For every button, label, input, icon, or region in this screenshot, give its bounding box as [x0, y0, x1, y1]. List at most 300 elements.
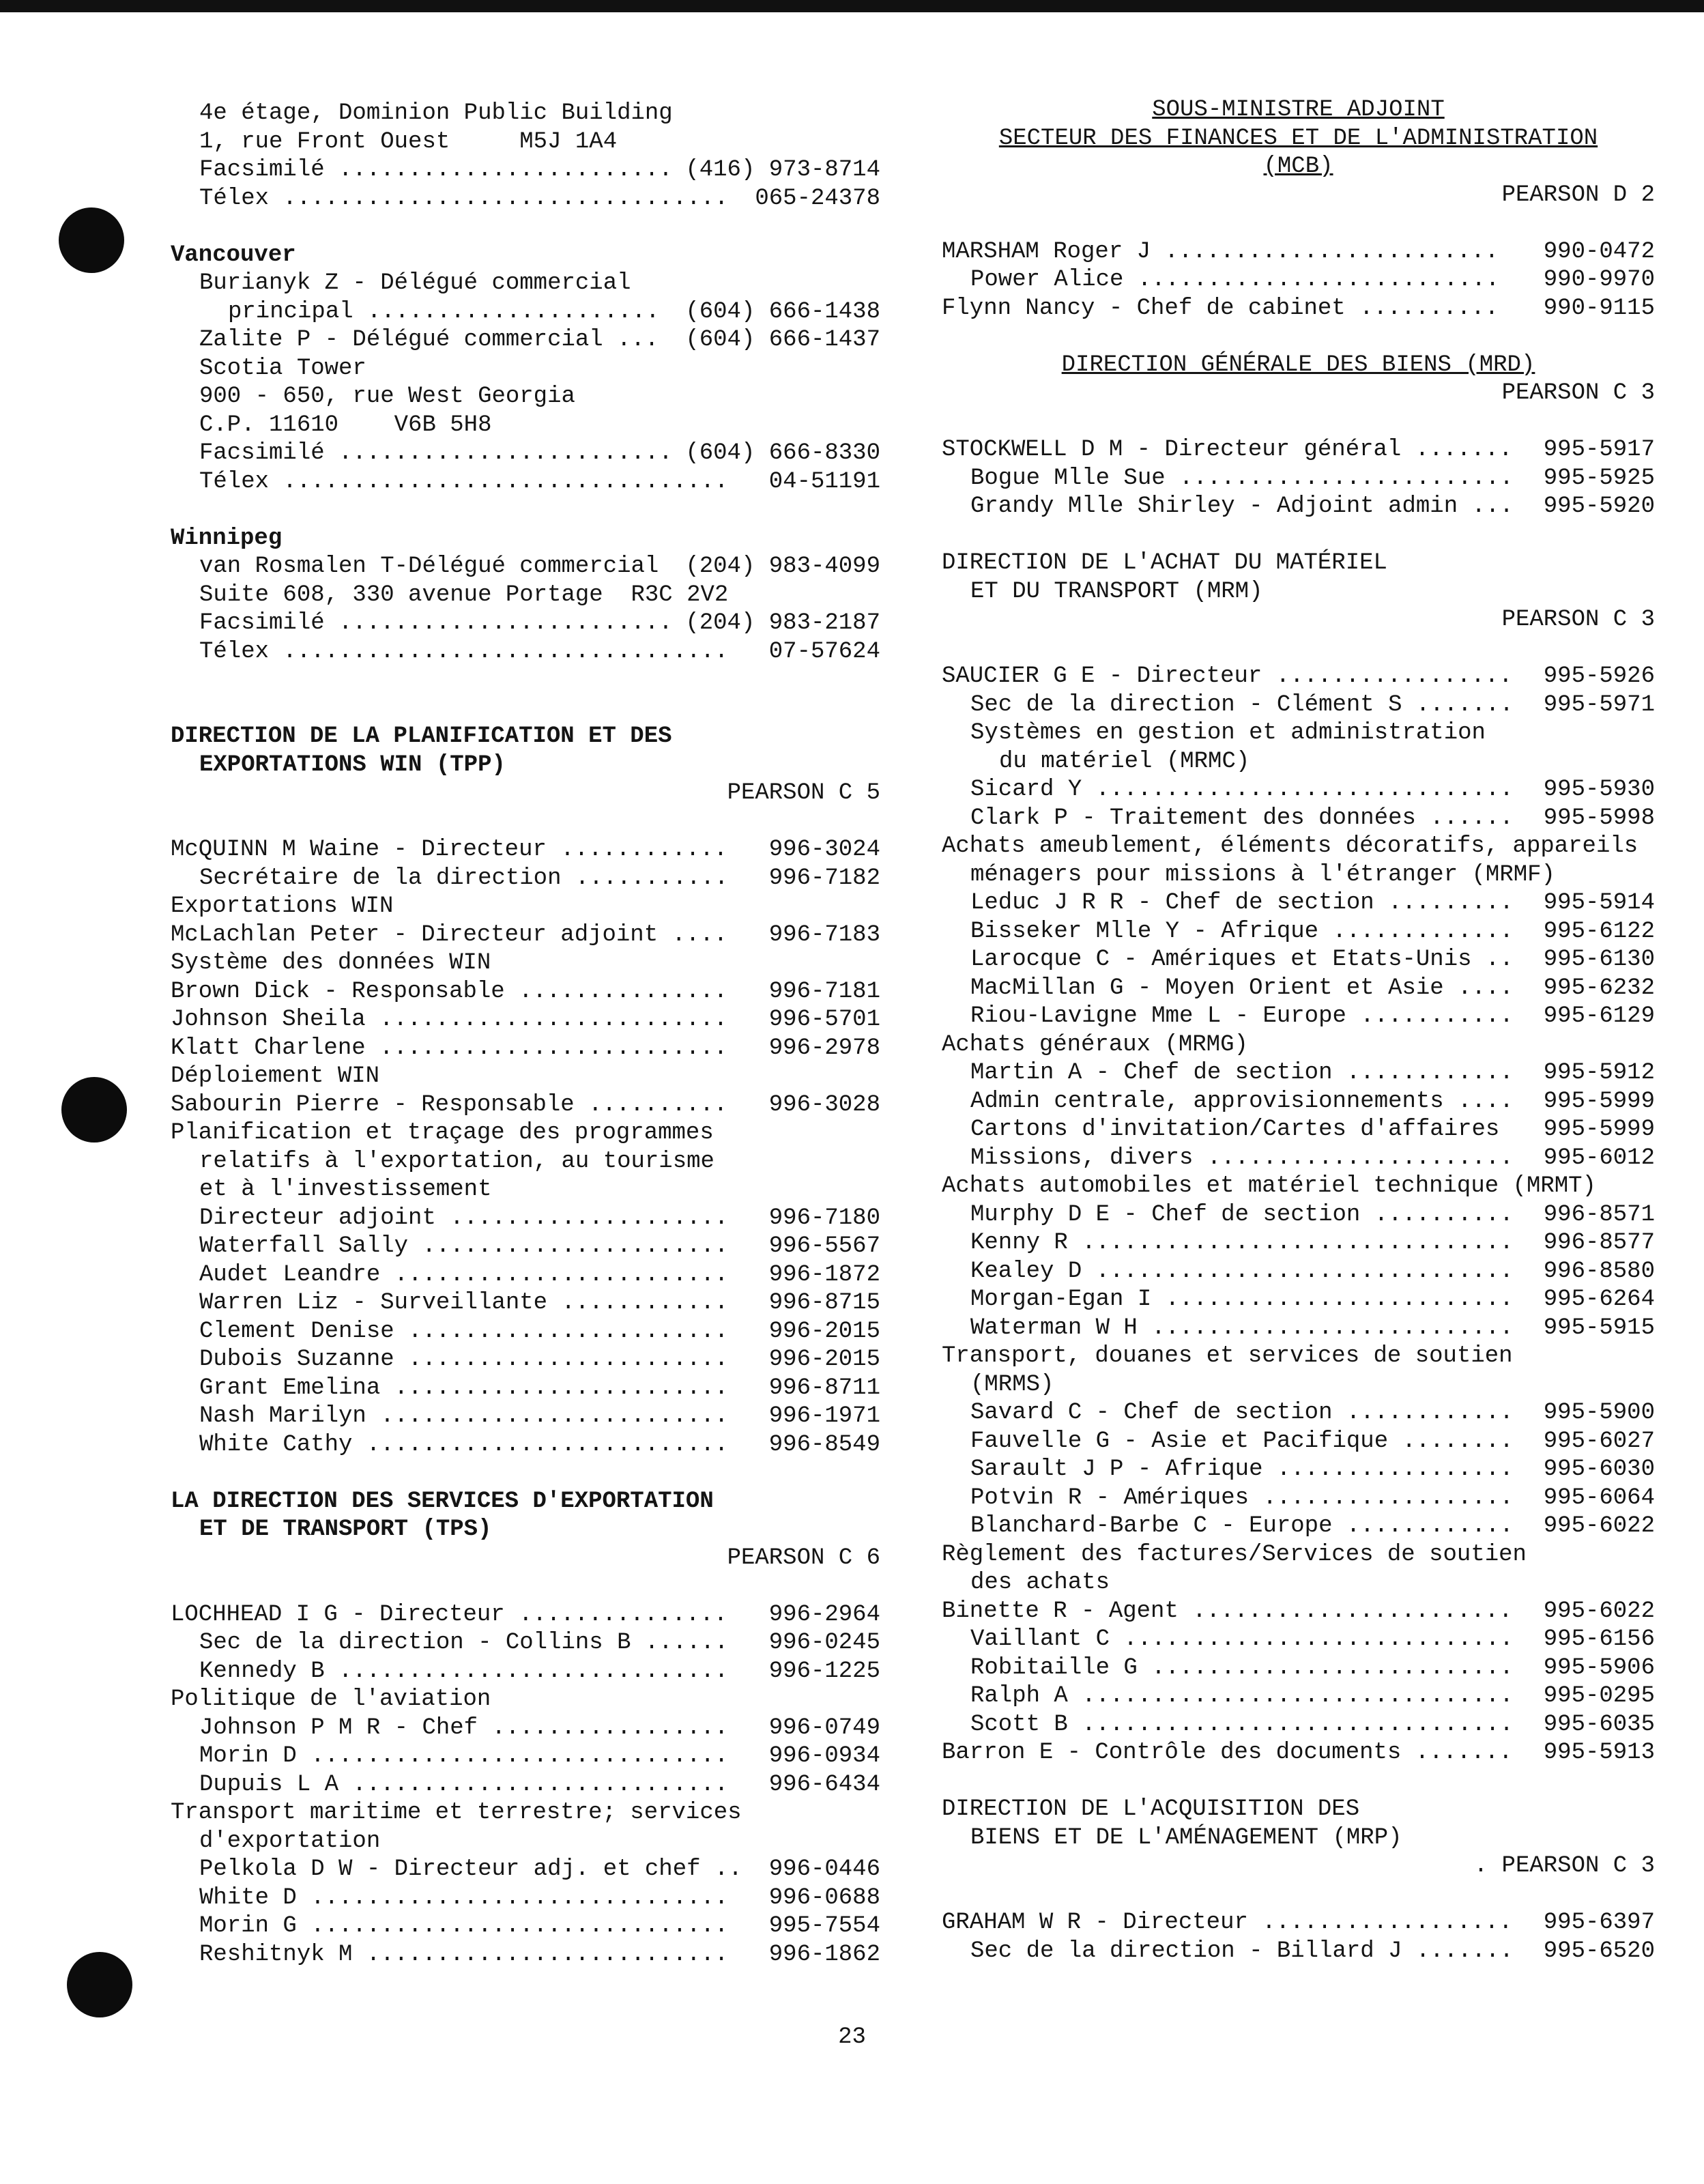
phone-number: 996-7180 — [768, 1205, 880, 1231]
entry-label: ménagers pour missions à l'étranger (MRMF) — [970, 861, 1555, 888]
phone-number: 990-9970 — [1543, 267, 1655, 293]
phone-number: 995-5925 — [1543, 465, 1655, 491]
entry-label: Potvin R - Amériques .................. — [970, 1484, 1514, 1511]
directory-entry — [171, 1006, 880, 1035]
entry-label: Scott B ............................... — [970, 1711, 1514, 1738]
directory-entry — [171, 921, 880, 950]
entry-label: Exportations WIN — [171, 893, 394, 919]
entry-label: McLachlan Peter - Directeur adjoint .... — [171, 921, 728, 948]
directory-entry — [171, 1714, 880, 1743]
entry-label: des achats — [970, 1570, 1110, 1596]
entry-label: Burianyk Z - Délégué commercial — [199, 270, 631, 296]
phone-number: 995-5998 — [1543, 805, 1655, 831]
entry-label: Blanchard-Barbe C - Europe ............ — [970, 1513, 1514, 1539]
page-top-edge — [0, 0, 1704, 12]
entry-label: GRAHAM W R - Directeur .................. — [942, 1910, 1513, 1936]
entry-label: Brown Dick - Responsable ............... — [171, 978, 728, 1005]
phone-number: 995-5920 — [1543, 493, 1655, 519]
directory-entry — [942, 1909, 1655, 1938]
directory-entry — [171, 468, 880, 497]
text-line — [171, 242, 880, 270]
entry-label: van Rosmalen T-Délégué commercial — [199, 554, 659, 579]
phone-number: 996-1225 — [768, 1658, 880, 1684]
phone-number: 995-6012 — [1543, 1145, 1655, 1171]
left-column — [171, 100, 880, 1969]
text-line — [942, 719, 1655, 748]
phone-number: 996-0446 — [768, 1856, 880, 1882]
phone-number: 04-51191 — [768, 468, 880, 495]
directory-entry — [942, 1229, 1655, 1258]
section-heading: Vancouver — [171, 242, 296, 268]
directory-entry — [171, 1403, 880, 1431]
entry-label: Savard C - Chef de section ............ — [970, 1400, 1514, 1426]
entry-label: Pelkola D W - Directeur adj. et chef .. — [199, 1856, 742, 1882]
directory-entry — [171, 553, 880, 581]
entry-label: Sarault J P - Afrique ................. — [970, 1456, 1514, 1482]
entry-label: Grant Emelina ........................ — [199, 1375, 729, 1401]
phone-number: 995-7554 — [768, 1913, 880, 1939]
directory-entry — [171, 1771, 880, 1800]
phone-number: 995-5930 — [1543, 777, 1655, 803]
text-line — [171, 723, 880, 751]
directory-entry — [942, 295, 1655, 324]
directory-entry — [171, 185, 880, 214]
entry-label: Barron E - Contrôle des documents ....... — [942, 1740, 1513, 1766]
directory-entry — [942, 1201, 1655, 1230]
entry-label: Warren Liz - Surveillante ............ — [199, 1290, 729, 1316]
entry-label: Johnson P M R - Chef ................. — [199, 1714, 729, 1741]
entry-label: STOCKWELL D M - Directeur général ....... — [942, 437, 1513, 463]
text-line — [171, 128, 880, 157]
entry-label: Facsimilé ........................ — [199, 157, 673, 183]
phone-number: 990-9115 — [1543, 295, 1655, 321]
entry-label: Clark P - Traitement des données ...... — [970, 805, 1514, 831]
directory-entry — [942, 975, 1655, 1003]
phone-number: 995-6130 — [1543, 947, 1655, 973]
entry-label: DIRECTION DE L'ACQUISITION DES — [942, 1796, 1360, 1822]
phone-number: 995-6022 — [1543, 1513, 1655, 1539]
entry-label: Binette R - Agent ....................... — [942, 1598, 1513, 1624]
text-line — [942, 1031, 1655, 1060]
entry-label: Admin centrale, approvisionnements .... — [970, 1088, 1514, 1115]
phone-number: 065-24378 — [755, 185, 880, 212]
phone-number: 995-6030 — [1543, 1456, 1655, 1482]
entry-label: Transport, douanes et services de soutien — [942, 1343, 1513, 1369]
entry-label: Waterman W H .......................... — [970, 1314, 1514, 1341]
text-line — [171, 1148, 880, 1177]
phone-number: (204) 983-2187 — [685, 610, 880, 636]
entry-label: d'exportation — [199, 1828, 381, 1854]
directory-entry — [171, 638, 880, 667]
directory-entry — [171, 1941, 880, 1970]
entry-label: Achats généraux (MRMG) — [942, 1031, 1248, 1058]
entry-label: Ralph A ............................... — [970, 1683, 1514, 1709]
text-line — [171, 1828, 880, 1856]
building-location: . PEARSON C 3 — [1473, 1853, 1655, 1879]
entry-label: Achats ameublement, éléments décoratifs, appareils — [942, 833, 1638, 859]
phone-number: 07-57624 — [768, 638, 880, 665]
entry-label: Klatt Charlene ......................... — [171, 1035, 728, 1061]
phone-number: 995-5912 — [1543, 1060, 1655, 1086]
entry-label: Directeur adjoint .................... — [199, 1205, 729, 1231]
entry-label: Morgan-Egan I ......................... — [970, 1287, 1514, 1312]
entry-label: Politique de l'aviation — [171, 1686, 491, 1712]
directory-entry — [942, 1116, 1655, 1145]
text-line — [942, 1796, 1655, 1824]
directory-entry — [942, 1088, 1655, 1117]
phone-number: 995-6035 — [1543, 1711, 1655, 1738]
text-line — [171, 355, 880, 384]
entry-label: Sicard Y .............................. — [970, 777, 1514, 803]
directory-entry — [171, 1856, 880, 1884]
directory-entry — [171, 1431, 880, 1460]
phone-number: 990-0472 — [1543, 238, 1655, 265]
directory-entry — [942, 266, 1655, 295]
entry-label: Kealey D .............................. — [970, 1258, 1514, 1284]
section-heading: (MCB) — [1263, 154, 1333, 179]
directory-entry — [171, 298, 880, 327]
location-line — [942, 1852, 1655, 1881]
phone-number: 996-0749 — [768, 1714, 880, 1741]
directory-entry — [942, 776, 1655, 805]
phone-number: 995-6397 — [1543, 1910, 1655, 1936]
directory-entry — [171, 1346, 880, 1375]
text-line — [942, 1569, 1655, 1598]
phone-number: 996-1971 — [768, 1403, 880, 1429]
entry-label: Kennedy B ............................ — [199, 1658, 729, 1684]
directory-entry — [942, 1682, 1655, 1711]
phone-number: 995-6122 — [1543, 918, 1655, 945]
entry-label: Fauvelle G - Asie et Pacifique ........ — [970, 1428, 1514, 1454]
entry-label: Cartons d'invitation/Cartes d'affaires — [970, 1117, 1500, 1143]
text-line — [942, 153, 1655, 182]
entry-label: et à l'investissement — [199, 1177, 492, 1203]
phone-number: (416) 973-8714 — [685, 157, 880, 183]
text-line — [171, 1176, 880, 1205]
phone-number: 996-8549 — [768, 1431, 880, 1458]
phone-number: 995-5971 — [1543, 691, 1655, 718]
entry-label: principal ..................... — [228, 298, 660, 325]
entry-label: LOCHHEAD I G - Directeur ............... — [171, 1601, 728, 1628]
phone-number: 995-6264 — [1543, 1287, 1655, 1312]
directory-entry — [171, 1375, 880, 1403]
building-location: PEARSON C 6 — [727, 1544, 880, 1571]
entry-label: Système des données WIN — [171, 950, 491, 976]
entry-label: relatifs à l'exportation, au tourisme — [199, 1148, 714, 1175]
directory-entry — [171, 1091, 880, 1120]
entry-label: Dubois Suzanne ....................... — [199, 1347, 729, 1373]
text-line — [171, 893, 880, 921]
directory-entry — [942, 1654, 1655, 1683]
entry-label: Larocque C - Amériques et Etats-Unis .. — [970, 947, 1514, 973]
entry-label: Murphy D E - Chef de section .......... — [970, 1201, 1514, 1228]
entry-label: Suite 608, 330 avenue Portage R3C 2V2 — [199, 581, 729, 608]
directory-entry — [171, 156, 880, 185]
phone-number: 996-1862 — [768, 1941, 880, 1968]
entry-label: Clement Denise ....................... — [199, 1318, 729, 1345]
phone-number: 995-5913 — [1543, 1740, 1655, 1766]
entry-label: Audet Leandre ........................ — [199, 1261, 729, 1288]
directory-entry — [942, 1003, 1655, 1031]
phone-number: 996-8577 — [1543, 1230, 1655, 1256]
section-heading: SOUS-MINISTRE ADJOINT — [1152, 97, 1445, 123]
directory-entry — [171, 1289, 880, 1318]
entry-label: Scotia Tower — [199, 355, 366, 382]
phone-number: 996-8580 — [1543, 1258, 1655, 1284]
text-line — [942, 1342, 1655, 1371]
entry-label: Secrétaire de la direction ........... — [199, 865, 729, 891]
directory-entry — [942, 1938, 1655, 1966]
entry-label: C.P. 11610 V6B 5H8 — [199, 412, 492, 438]
entry-label: Johnson Sheila ......................... — [171, 1007, 728, 1033]
entry-label: 900 - 650, rue West Georgia — [199, 384, 575, 410]
section-heading: DIRECTION DE LA PLANIFICATION ET DES — [171, 723, 672, 749]
entry-label: Planification et traçage des programmes — [171, 1120, 714, 1146]
text-line — [942, 96, 1655, 125]
phone-number: 996-0688 — [768, 1884, 880, 1911]
text-line — [171, 1516, 880, 1544]
phone-number: 995-6064 — [1543, 1484, 1655, 1511]
directory-entry — [171, 1233, 880, 1261]
page-number: 23 — [838, 2024, 866, 2050]
directory-entry — [171, 1601, 880, 1630]
phone-number: 995-5915 — [1543, 1314, 1655, 1341]
entry-label: Flynn Nancy - Chef de cabinet .......... — [942, 295, 1499, 321]
text-line — [171, 1488, 880, 1517]
section-heading: EXPORTATIONS WIN (TPP) — [199, 751, 506, 778]
entry-label: Bisseker Mlle Y - Afrique ............. — [970, 918, 1514, 945]
text-line — [171, 383, 880, 412]
phone-number: 995-6022 — [1543, 1598, 1655, 1624]
text-line — [171, 949, 880, 978]
phone-number: 996-1872 — [768, 1261, 880, 1288]
text-line — [171, 525, 880, 554]
entry-label: Robitaille G .......................... — [970, 1654, 1514, 1681]
entry-label: Règlement des factures/Services de soutien — [942, 1541, 1527, 1568]
phone-number: 995-6027 — [1543, 1428, 1655, 1454]
entry-label: Dupuis L A ........................... — [199, 1771, 729, 1798]
directory-entry — [942, 691, 1655, 720]
section-heading: SECTEUR DES FINANCES ET DE L'ADMINISTRATION — [998, 125, 1598, 152]
directory-entry — [942, 805, 1655, 833]
directory-entry — [942, 465, 1655, 493]
phone-number: 995-6520 — [1543, 1938, 1655, 1964]
directory-entry — [942, 1598, 1655, 1626]
entry-label: Power Alice .......................... — [970, 267, 1500, 293]
text-line — [942, 578, 1655, 607]
directory-entry — [171, 609, 880, 638]
phone-number: (204) 983-4099 — [685, 554, 880, 579]
phone-number: (604) 666-8330 — [685, 440, 880, 466]
phone-number: 996-2978 — [768, 1035, 880, 1061]
entry-label: du matériel (MRMC) — [999, 748, 1250, 775]
location-line — [942, 606, 1655, 635]
entry-label: DIRECTION DE L'ACHAT DU MATÉRIEL — [942, 550, 1387, 576]
section-heading: DIRECTION GÉNÉRALE DES BIENS (MRD) — [1061, 351, 1535, 378]
entry-label: White D .............................. — [199, 1884, 729, 1911]
entry-label: Morin G .............................. — [199, 1913, 729, 1939]
text-line — [942, 1371, 1655, 1400]
text-line — [942, 1824, 1655, 1853]
text-line — [942, 125, 1655, 154]
text-line — [171, 1119, 880, 1148]
entry-label: Sec de la direction - Collins B ...... — [199, 1630, 729, 1656]
punch-hole-top — [59, 207, 124, 273]
entry-label: Transport maritime et terrestre; services — [171, 1800, 742, 1826]
right-column — [942, 96, 1655, 1966]
entry-label: Martin A - Chef de section ............ — [970, 1060, 1514, 1086]
entry-label: SAUCIER G E - Directeur ................. — [942, 663, 1513, 689]
directory-entry — [942, 238, 1655, 267]
phone-number: 995-5906 — [1543, 1654, 1655, 1681]
entry-label: Systèmes en gestion et administration — [970, 720, 1486, 746]
entry-label: Waterfall Sally ...................... — [199, 1233, 729, 1259]
building-location: PEARSON C 5 — [727, 780, 880, 806]
location-line — [942, 182, 1655, 210]
phone-number: 995-0295 — [1543, 1683, 1655, 1709]
punch-hole-middle — [61, 1077, 127, 1143]
directory-entry — [942, 889, 1655, 918]
entry-label: Kenny R ............................... — [970, 1230, 1514, 1256]
entry-label: McQUINN M Waine - Directeur ............ — [171, 837, 728, 863]
directory-entry — [171, 440, 880, 468]
directory-entry — [942, 1399, 1655, 1428]
entry-label: Facsimilé ........................ — [199, 610, 673, 636]
phone-number: 996-7182 — [768, 865, 880, 891]
entry-label: Missions, divers ...................... — [970, 1145, 1514, 1171]
directory-entry — [171, 1629, 880, 1658]
phone-number: 996-2015 — [768, 1347, 880, 1373]
phone-number: 996-7181 — [768, 978, 880, 1005]
text-line — [171, 412, 880, 440]
directory-entry — [942, 493, 1655, 521]
directory-entry — [942, 1456, 1655, 1484]
entry-label: Télex ................................ — [199, 468, 729, 495]
entry-label: Riou-Lavigne Mme L - Europe ........... — [970, 1003, 1514, 1029]
entry-label: (MRMS) — [970, 1371, 1054, 1398]
section-heading: LA DIRECTION DES SERVICES D'EXPORTATION — [171, 1488, 714, 1514]
text-line — [171, 100, 880, 128]
directory-entry — [171, 865, 880, 893]
phone-number: 995-6232 — [1543, 975, 1655, 1001]
entry-label: Nash Marilyn ......................... — [199, 1403, 729, 1429]
text-line — [171, 1686, 880, 1714]
directory-entry — [942, 946, 1655, 975]
entry-label: MARSHAM Roger J ........................ — [942, 238, 1499, 265]
entry-label: Sec de la direction - Billard J ....... — [970, 1938, 1514, 1964]
directory-entry — [171, 1912, 880, 1941]
text-line — [942, 549, 1655, 578]
phone-number: (604) 666-1438 — [685, 298, 880, 325]
entry-label: ET DU TRANSPORT (MRM) — [970, 578, 1263, 605]
location-line — [171, 779, 880, 808]
directory-entry — [942, 1314, 1655, 1343]
phone-number: 996-5567 — [768, 1233, 880, 1259]
phone-number: 996-7183 — [768, 921, 880, 948]
directory-entry — [171, 1742, 880, 1771]
building-location: PEARSON C 3 — [1501, 607, 1655, 633]
phone-number: 996-3028 — [768, 1091, 880, 1118]
phone-number: 995-5914 — [1543, 890, 1655, 916]
directory-entry — [942, 1258, 1655, 1287]
entry-label: Déploiement WIN — [171, 1063, 380, 1089]
directory-entry — [942, 1739, 1655, 1768]
phone-number: 996-3024 — [768, 837, 880, 863]
entry-label: Zalite P - Délégué commercial ... — [199, 327, 659, 353]
building-location: PEARSON C 3 — [1501, 380, 1655, 406]
directory-entry — [942, 1286, 1655, 1314]
location-line — [942, 379, 1655, 408]
entry-label: Grandy Mlle Shirley - Adjoint admin ... — [970, 493, 1514, 519]
phone-number: 996-8715 — [768, 1290, 880, 1316]
text-line — [942, 1541, 1655, 1570]
directory-entry — [942, 1512, 1655, 1541]
directory-entry — [171, 326, 880, 355]
directory-entry — [171, 1261, 880, 1290]
phone-number: 995-5926 — [1543, 663, 1655, 689]
section-heading: ET DE TRANSPORT (TPS) — [199, 1517, 492, 1542]
phone-number: 995-5900 — [1543, 1400, 1655, 1426]
directory-entry — [942, 1059, 1655, 1088]
directory-entry — [942, 436, 1655, 465]
text-line — [171, 1063, 880, 1091]
phone-number: 996-0934 — [768, 1743, 880, 1769]
text-line — [171, 751, 880, 780]
entry-label: White Cathy .......................... — [199, 1431, 729, 1458]
directory-entry — [942, 1484, 1655, 1513]
entry-label: Achats automobiles et matériel technique (MRMT) — [942, 1173, 1596, 1199]
directory-entry — [171, 1205, 880, 1233]
text-line — [942, 861, 1655, 890]
entry-label: Sec de la direction - Clément S ....... — [970, 691, 1514, 718]
phone-number: 996-0245 — [768, 1630, 880, 1656]
text-line — [942, 1173, 1655, 1201]
text-line — [942, 748, 1655, 777]
entry-label: Télex ................................ — [199, 185, 729, 212]
directory-entry — [942, 918, 1655, 947]
phone-number: 996-2964 — [768, 1601, 880, 1628]
text-line — [171, 581, 880, 610]
entry-label: Vaillant C ............................ — [970, 1626, 1514, 1652]
phone-number: 996-8711 — [768, 1375, 880, 1401]
phone-number: 996-5701 — [768, 1007, 880, 1033]
directory-entry — [942, 1428, 1655, 1456]
building-location: PEARSON D 2 — [1501, 182, 1655, 208]
phone-number: 996-2015 — [768, 1318, 880, 1345]
entry-label: Sabourin Pierre - Responsable .......... — [171, 1091, 728, 1118]
location-line — [171, 1544, 880, 1573]
entry-label: Leduc J R R - Chef de section ......... — [970, 890, 1514, 916]
directory-entry — [942, 1711, 1655, 1740]
phone-number: 995-6156 — [1543, 1626, 1655, 1652]
section-heading: Winnipeg — [171, 525, 283, 551]
text-line — [942, 351, 1655, 380]
directory-entry — [171, 836, 880, 865]
punch-hole-bottom — [67, 1952, 132, 2017]
directory-entry — [171, 1035, 880, 1063]
phone-number: 995-5917 — [1543, 437, 1655, 463]
text-line — [171, 1799, 880, 1828]
entry-label: 1, rue Front Ouest M5J 1A4 — [199, 128, 618, 155]
directory-entry — [942, 1626, 1655, 1654]
entry-label: Facsimilé ........................ — [199, 440, 673, 466]
phone-number: 995-5999 — [1543, 1117, 1655, 1143]
directory-entry — [171, 1658, 880, 1686]
entry-label: Morin D .............................. — [199, 1743, 729, 1769]
phone-number: 995-5999 — [1543, 1088, 1655, 1115]
entry-label: Reshitnyk M .......................... — [199, 1941, 729, 1968]
text-line — [942, 833, 1655, 861]
